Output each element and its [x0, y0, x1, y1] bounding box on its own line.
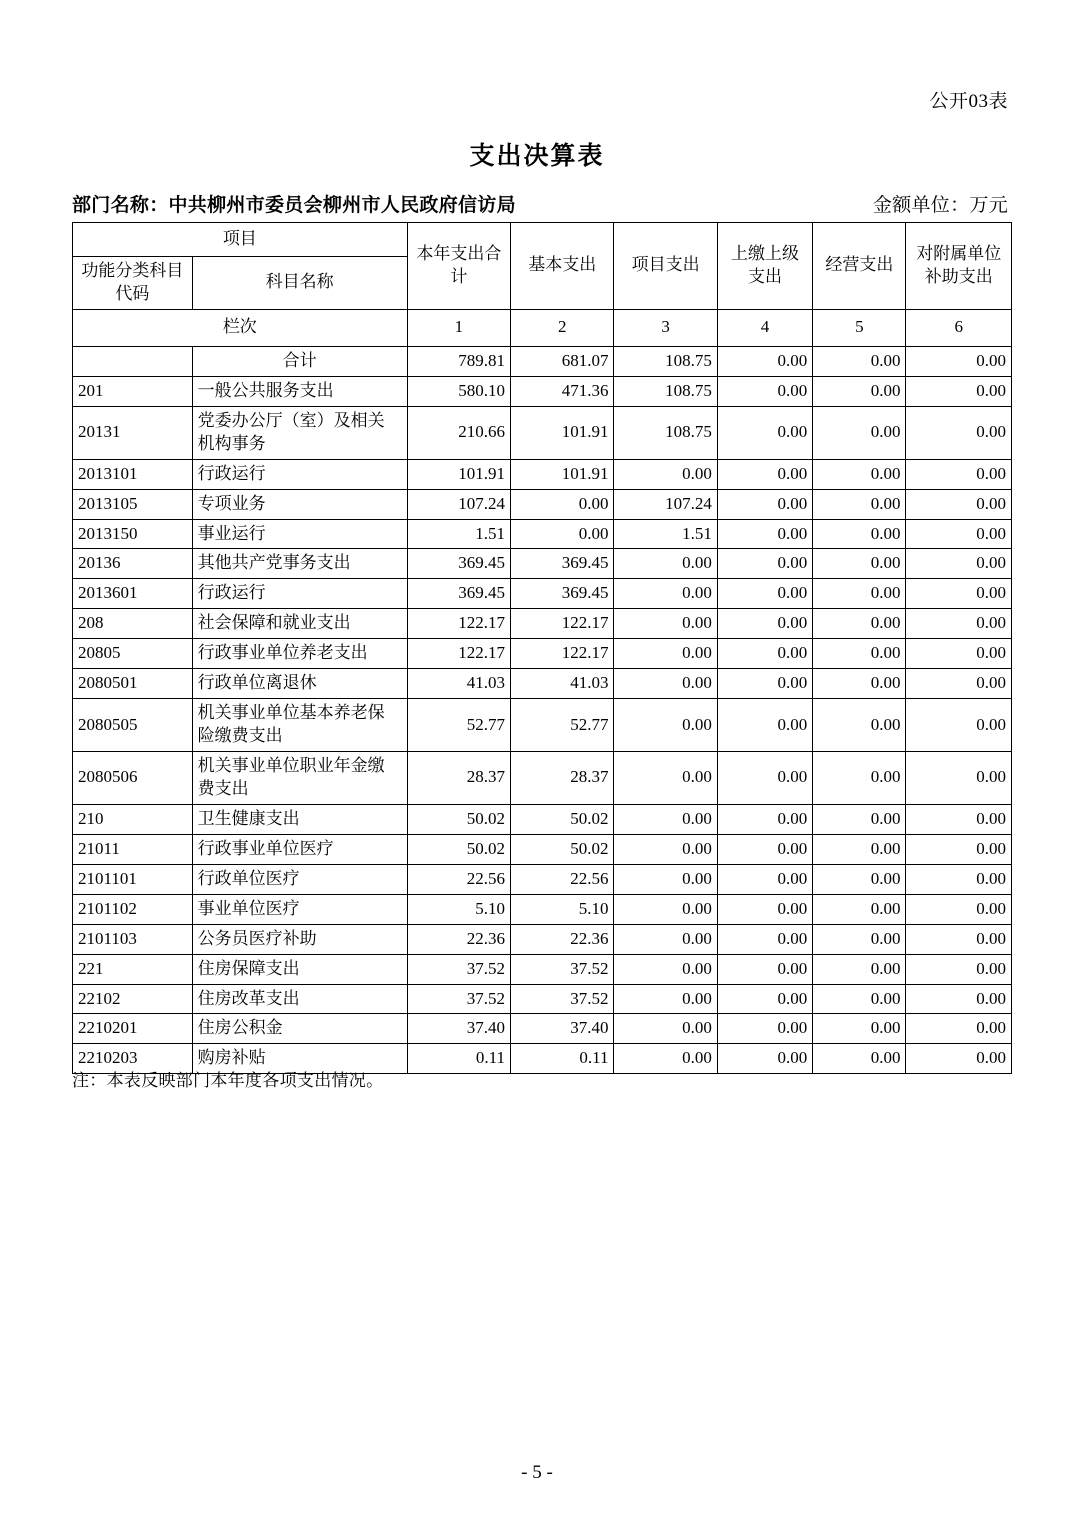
table-note: 注：本表反映部门本年度各项支出情况。: [72, 1071, 384, 1090]
row-value-6: 0.00: [906, 1044, 1012, 1074]
row-value-1: 101.91: [407, 459, 510, 489]
row-value-1: 0.11: [407, 1044, 510, 1074]
row-code: 208: [73, 609, 193, 639]
row-value-3: 0.00: [614, 984, 717, 1014]
row-value-4: 0.00: [717, 579, 812, 609]
row-value-5: 0.00: [813, 639, 906, 669]
row-name: 行政运行: [192, 459, 407, 489]
row-value-6: 0.00: [906, 639, 1012, 669]
row-name: 事业运行: [192, 519, 407, 549]
expenditure-table: [72, 222, 1012, 1074]
row-value-3: 0.00: [614, 579, 717, 609]
row-value-4: 0.00: [717, 346, 812, 376]
row-code: 2013105: [73, 489, 193, 519]
row-value-4: 0.00: [717, 1014, 812, 1044]
row-value-5: 0.00: [813, 579, 906, 609]
row-name: 一般公共服务支出: [192, 376, 407, 406]
row-value-6: 0.00: [906, 609, 1012, 639]
row-value-5: 0.00: [813, 924, 906, 954]
row-name: 合计: [192, 346, 407, 376]
row-value-6: 0.00: [906, 459, 1012, 489]
row-code: 210: [73, 804, 193, 834]
row-value-2: 22.36: [511, 924, 614, 954]
row-value-4: 0.00: [717, 834, 812, 864]
table-row: [73, 376, 1012, 406]
header-col-4: 上缴上级支出: [717, 223, 812, 310]
row-value-3: 0.00: [614, 752, 717, 805]
table-row: [73, 639, 1012, 669]
row-value-1: 1.51: [407, 519, 510, 549]
row-name: 卫生健康支出: [192, 804, 407, 834]
row-value-3: 0.00: [614, 864, 717, 894]
lane-number-3: 3: [614, 309, 717, 346]
header-name-col: 科目名称: [192, 257, 407, 310]
row-value-6: 0.00: [906, 579, 1012, 609]
row-value-3: 0.00: [614, 639, 717, 669]
row-value-4: 0.00: [717, 459, 812, 489]
header-col-6: 对附属单位补助支出: [906, 223, 1012, 310]
row-value-1: 369.45: [407, 579, 510, 609]
table-row: [73, 699, 1012, 752]
row-value-5: 0.00: [813, 834, 906, 864]
row-value-2: 0.11: [511, 1044, 614, 1074]
row-value-1: 37.52: [407, 954, 510, 984]
row-code: 2013150: [73, 519, 193, 549]
row-code: 20805: [73, 639, 193, 669]
row-code: 2080505: [73, 699, 193, 752]
header-col-5: 经营支出: [813, 223, 906, 310]
table-row: [73, 459, 1012, 489]
header-col-1: 本年支出合计: [407, 223, 510, 310]
row-value-3: 107.24: [614, 489, 717, 519]
row-value-4: 0.00: [717, 864, 812, 894]
row-value-3: 108.75: [614, 406, 717, 459]
row-value-6: 0.00: [906, 376, 1012, 406]
header-code-col: 功能分类科目代码: [73, 257, 193, 310]
row-value-3: 0.00: [614, 459, 717, 489]
row-value-5: 0.00: [813, 894, 906, 924]
row-value-6: 0.00: [906, 699, 1012, 752]
header-col-2: 基本支出: [511, 223, 614, 310]
row-value-1: 5.10: [407, 894, 510, 924]
row-value-4: 0.00: [717, 804, 812, 834]
row-value-1: 28.37: [407, 752, 510, 805]
row-name: 机关事业单位职业年金缴费支出: [192, 752, 407, 805]
table-row: [73, 519, 1012, 549]
table-body: [73, 346, 1012, 1073]
row-code: 20136: [73, 549, 193, 579]
row-value-4: 0.00: [717, 376, 812, 406]
row-value-5: 0.00: [813, 609, 906, 639]
row-value-2: 37.40: [511, 1014, 614, 1044]
row-value-1: 50.02: [407, 834, 510, 864]
lane-number-4: 4: [717, 309, 812, 346]
row-value-6: 0.00: [906, 346, 1012, 376]
row-value-1: 37.40: [407, 1014, 510, 1044]
row-code: 2210201: [73, 1014, 193, 1044]
row-value-3: 0.00: [614, 924, 717, 954]
row-name: 党委办公厅（室）及相关机构事务: [192, 406, 407, 459]
header-col-3: 项目支出: [614, 223, 717, 310]
row-name: 机关事业单位基本养老保险缴费支出: [192, 699, 407, 752]
row-value-6: 0.00: [906, 954, 1012, 984]
row-value-6: 0.00: [906, 752, 1012, 805]
row-name: 行政运行: [192, 579, 407, 609]
row-value-3: 0.00: [614, 804, 717, 834]
lane-label: 栏次: [73, 309, 408, 346]
row-value-2: 471.36: [511, 376, 614, 406]
row-value-5: 0.00: [813, 699, 906, 752]
row-value-4: 0.00: [717, 519, 812, 549]
row-value-2: 5.10: [511, 894, 614, 924]
row-value-1: 50.02: [407, 804, 510, 834]
row-name: 行政单位离退休: [192, 669, 407, 699]
row-name: 行政事业单位养老支出: [192, 639, 407, 669]
row-code: 2101101: [73, 864, 193, 894]
header-row-top: [73, 223, 1012, 257]
row-value-1: 789.81: [407, 346, 510, 376]
row-value-2: 50.02: [511, 834, 614, 864]
row-code: 2101102: [73, 894, 193, 924]
row-value-5: 0.00: [813, 489, 906, 519]
table-row: [73, 489, 1012, 519]
row-value-3: 108.75: [614, 376, 717, 406]
row-value-1: 369.45: [407, 549, 510, 579]
row-value-6: 0.00: [906, 984, 1012, 1014]
row-value-4: 0.00: [717, 954, 812, 984]
row-value-3: 0.00: [614, 894, 717, 924]
amount-unit-label: 金额单位：万元: [872, 195, 1008, 216]
row-value-3: 0.00: [614, 1044, 717, 1074]
row-value-5: 0.00: [813, 459, 906, 489]
row-value-2: 681.07: [511, 346, 614, 376]
table-header: [73, 223, 1012, 347]
table-row: [73, 834, 1012, 864]
row-code: 201: [73, 376, 193, 406]
table-row: [73, 804, 1012, 834]
row-name: 住房公积金: [192, 1014, 407, 1044]
row-value-4: 0.00: [717, 752, 812, 805]
lane-number-2: 2: [511, 309, 614, 346]
row-value-5: 0.00: [813, 1044, 906, 1074]
row-name: 其他共产党事务支出: [192, 549, 407, 579]
table-row: [73, 954, 1012, 984]
row-code: 20131: [73, 406, 193, 459]
row-value-4: 0.00: [717, 489, 812, 519]
table-row: [73, 752, 1012, 805]
row-code: 2013601: [73, 579, 193, 609]
row-value-2: 28.37: [511, 752, 614, 805]
page-title: 支出决算表: [469, 143, 605, 170]
row-value-2: 41.03: [511, 669, 614, 699]
row-value-5: 0.00: [813, 954, 906, 984]
row-name: 专项业务: [192, 489, 407, 519]
row-value-4: 0.00: [717, 894, 812, 924]
row-value-1: 210.66: [407, 406, 510, 459]
row-value-6: 0.00: [906, 1014, 1012, 1044]
row-value-4: 0.00: [717, 406, 812, 459]
row-value-4: 0.00: [717, 639, 812, 669]
row-code: 2101103: [73, 924, 193, 954]
row-value-2: 0.00: [511, 489, 614, 519]
lane-number-6: 6: [906, 309, 1012, 346]
row-value-4: 0.00: [717, 924, 812, 954]
row-value-5: 0.00: [813, 376, 906, 406]
row-value-1: 580.10: [407, 376, 510, 406]
table-row: [73, 609, 1012, 639]
row-value-6: 0.00: [906, 924, 1012, 954]
form-code-label: 公开03表: [929, 91, 1008, 112]
row-value-5: 0.00: [813, 549, 906, 579]
row-value-5: 0.00: [813, 406, 906, 459]
page-number: - 5 -: [521, 1462, 553, 1483]
row-name: 购房补贴: [192, 1044, 407, 1074]
row-value-5: 0.00: [813, 346, 906, 376]
row-value-4: 0.00: [717, 1044, 812, 1074]
row-value-4: 0.00: [717, 669, 812, 699]
row-value-2: 122.17: [511, 609, 614, 639]
table-row: [73, 864, 1012, 894]
row-value-4: 0.00: [717, 699, 812, 752]
row-name: 事业单位医疗: [192, 894, 407, 924]
table-row: [73, 549, 1012, 579]
table-row: [73, 894, 1012, 924]
row-value-3: 0.00: [614, 669, 717, 699]
lane-row: [73, 309, 1012, 346]
row-name: 公务员医疗补助: [192, 924, 407, 954]
row-value-1: 41.03: [407, 669, 510, 699]
row-value-3: 108.75: [614, 346, 717, 376]
row-value-2: 50.02: [511, 804, 614, 834]
row-value-4: 0.00: [717, 984, 812, 1014]
row-value-5: 0.00: [813, 864, 906, 894]
row-code: [73, 346, 193, 376]
row-value-5: 0.00: [813, 804, 906, 834]
row-value-5: 0.00: [813, 752, 906, 805]
row-value-2: 369.45: [511, 549, 614, 579]
row-value-2: 101.91: [511, 406, 614, 459]
row-value-2: 37.52: [511, 954, 614, 984]
row-value-2: 37.52: [511, 984, 614, 1014]
row-value-6: 0.00: [906, 549, 1012, 579]
row-value-6: 0.00: [906, 669, 1012, 699]
row-code: 2210203: [73, 1044, 193, 1074]
row-value-2: 101.91: [511, 459, 614, 489]
meta-row: [72, 190, 1008, 217]
row-value-1: 22.56: [407, 864, 510, 894]
row-value-2: 0.00: [511, 519, 614, 549]
row-value-6: 0.00: [906, 406, 1012, 459]
row-value-1: 52.77: [407, 699, 510, 752]
row-value-3: 0.00: [614, 834, 717, 864]
row-value-3: 1.51: [614, 519, 717, 549]
row-name: 行政事业单位医疗: [192, 834, 407, 864]
table-row: [73, 924, 1012, 954]
row-value-1: 37.52: [407, 984, 510, 1014]
row-value-6: 0.00: [906, 519, 1012, 549]
table-row: [73, 406, 1012, 459]
row-value-3: 0.00: [614, 1014, 717, 1044]
row-code: 2013101: [73, 459, 193, 489]
row-value-4: 0.00: [717, 609, 812, 639]
row-value-6: 0.00: [906, 804, 1012, 834]
row-code: 221: [73, 954, 193, 984]
row-value-6: 0.00: [906, 834, 1012, 864]
row-value-3: 0.00: [614, 609, 717, 639]
row-name: 住房保障支出: [192, 954, 407, 984]
row-value-2: 22.56: [511, 864, 614, 894]
row-value-3: 0.00: [614, 954, 717, 984]
row-value-5: 0.00: [813, 1014, 906, 1044]
row-value-3: 0.00: [614, 699, 717, 752]
table-row: [73, 346, 1012, 376]
table-row: [73, 984, 1012, 1014]
row-value-6: 0.00: [906, 864, 1012, 894]
row-value-2: 52.77: [511, 699, 614, 752]
row-value-2: 122.17: [511, 639, 614, 669]
row-value-1: 122.17: [407, 639, 510, 669]
row-code: 2080501: [73, 669, 193, 699]
row-value-6: 0.00: [906, 894, 1012, 924]
row-value-5: 0.00: [813, 519, 906, 549]
row-name: 行政单位医疗: [192, 864, 407, 894]
row-value-5: 0.00: [813, 669, 906, 699]
row-value-1: 122.17: [407, 609, 510, 639]
table-row: [73, 579, 1012, 609]
row-name: 社会保障和就业支出: [192, 609, 407, 639]
row-code: 22102: [73, 984, 193, 1014]
row-value-6: 0.00: [906, 489, 1012, 519]
row-code: 2080506: [73, 752, 193, 805]
table-row: [73, 1014, 1012, 1044]
lane-number-1: 1: [407, 309, 510, 346]
row-value-5: 0.00: [813, 984, 906, 1014]
header-group-item: 项目: [73, 223, 408, 257]
row-value-1: 22.36: [407, 924, 510, 954]
row-value-2: 369.45: [511, 579, 614, 609]
lane-number-5: 5: [813, 309, 906, 346]
row-code: 21011: [73, 834, 193, 864]
row-value-4: 0.00: [717, 549, 812, 579]
row-name: 住房改革支出: [192, 984, 407, 1014]
department-name-label: 部门名称：中共柳州市委员会柳州市人民政府信访局: [72, 195, 516, 216]
row-value-3: 0.00: [614, 549, 717, 579]
row-value-1: 107.24: [407, 489, 510, 519]
table-row: [73, 669, 1012, 699]
